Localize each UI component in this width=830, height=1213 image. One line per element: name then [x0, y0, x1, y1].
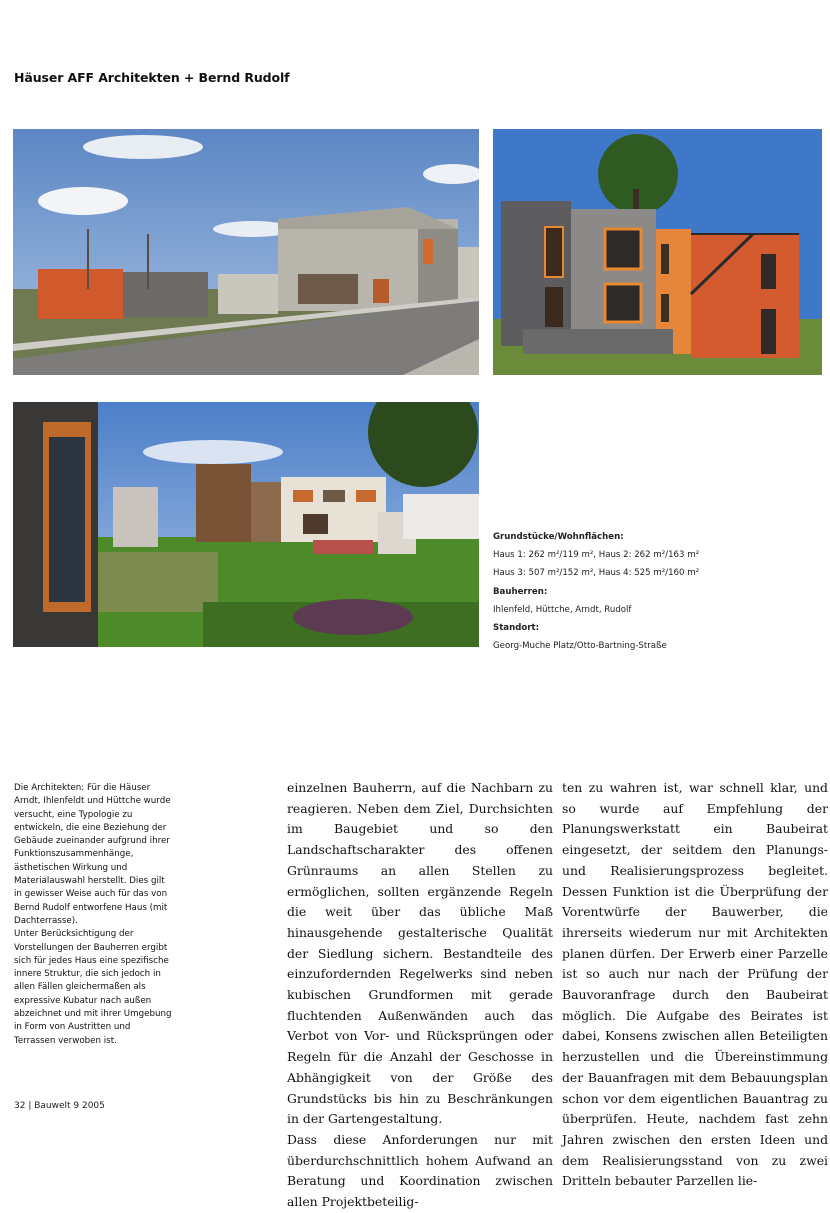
facts-areas-line-1: Haus 1: 262 m²/119 m², Haus 2: 262 m²/163 m²: [493, 550, 700, 561]
sidebar-paragraph: Unter Berücksichtigung der Vorstellungen der Bauherren ergibt sich für jedes Haus eine spezifische innere Struktur, die sich jedoch in allen Fällen gleichermaßen als expressive Kubatur nach außen abzeichnet und mit ihrer Umgebung in Form von Austritten und Terrassen verwoben ist.: [14, 929, 172, 1046]
photo-house-terrace: [493, 129, 822, 375]
photo-garden-view: [13, 402, 479, 647]
architects-sidebar: [14, 782, 174, 1048]
body-column-1: [287, 778, 553, 1213]
body-paragraph: ten zu wahren ist, war schnell klar, und so wurde auf Empfehlung der Planungswerkstatt ein Baubeirat eingesetzt, der seitdem den Planungs- und Realisierungsprozess begleitet. Dessen Funktion ist die Überprüfung der Vorentwürfe der Bauwerber, die ihrerseits wiederum nur mit Architekten planen dürfen. Der Erwerb einer Parzelle ist so auch nur nach der Prüfung der Bauvoranfrage durch den Baubeirat möglich. Die Aufgabe des Beirates ist dabei, Konsens zwischen allen Beteiligten herzustellen und die Übereinstimmung der Bauanfragen mit dem Bebauungsplan schon vor dem eigentlichen Bauantrag zu überprüfen. Heute, nachdem fast zehn Jahren zwischen den ersten Ideen und dem Realisierungsstand von zu zwei Dritteln bebauter Parzellen lie-: [562, 780, 828, 1189]
body-paragraph: Dass diese Anforderungen nur mit überdurchschnittlich hohem Aufwand an Beratung und Koordination zwischen allen Projektbeteilig-: [287, 1131, 553, 1210]
sidebar-paragraph: Die Architekten: Für die Häuser Arndt, Ihlenfeldt und Hüttche wurde versucht, eine Typologie zu entwickeln, die eine Beziehung der Gebäude zueinander aufgrund ihrer Funktionszusammenhänge, ästhetischen Wirkung und Materialauswahl herstellt. Dies gilt in gewisser Weise auch für das von Bernd Rudolf entworfene Haus (mit Dachterrasse).: [14, 783, 171, 926]
facts-location: Georg-Muche Platz/Otto-Bartning-Straße: [493, 641, 667, 652]
facts-areas-line-2: Haus 3: 507 m²/152 m², Haus 4: 525 m²/160 m²: [493, 568, 700, 579]
project-facts: [493, 528, 699, 655]
page-footer: 32 | Bauwelt 9 2005: [14, 1101, 105, 1111]
body-paragraph: einzelnen Bauherrn, auf die Nachbarn zu reagieren. Neben dem Ziel, Durchsichten im Baugebiet und so den Landschaftscharakter des offenen Grünraums an allen Stellen zu ermöglichen, sollten ergänzende Regeln die weit über das übliche Maß hinausgehende gestalterische Qualität der Siedlung sichern. Bestandteile des einzufordernden Regelwerks sind neben kubischen Grundformen mit gerade fluchtenden Außenwänden auch das Verbot von Vor- und Rücksprüngen oder Regeln für die Anzahl der Geschosse in Abhängigkeit von der Größe des Grundstücks bis hin zu Beschränkungen in der Gartengestaltung.: [287, 780, 553, 1127]
facts-heading-areas: Grundstücke/Wohnflächen:: [493, 532, 624, 542]
facts-owners: Ihlenfeld, Hüttche, Arndt, Rudolf: [493, 604, 632, 615]
photo-street-view: [13, 129, 479, 375]
page-title: Häuser AFF Architekten + Bernd Rudolf: [14, 70, 290, 85]
body-column-2: [562, 778, 828, 1192]
facts-heading-location: Standort:: [493, 623, 540, 634]
facts-heading-owners: Bauherren:: [493, 586, 548, 597]
